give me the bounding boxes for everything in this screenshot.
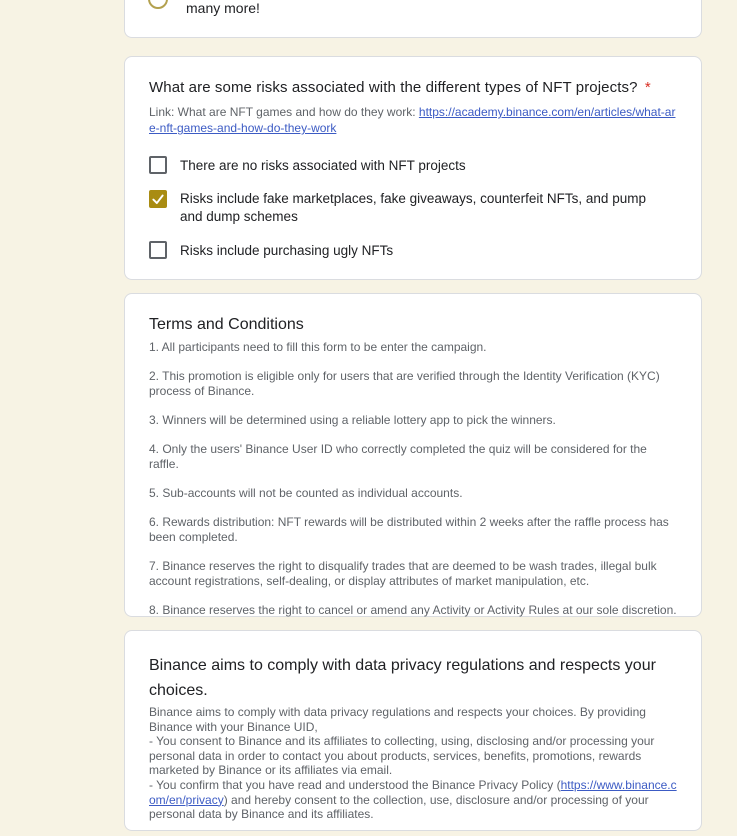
question-card <box>124 56 702 280</box>
privacy-title: Binance aims to comply with data privacy regulations and respects your choices. <box>149 657 656 699</box>
checkbox-label: Risks include purchasing ugly NFTs <box>180 242 394 258</box>
privacy-policy-link[interactable]: https://www.binance.com/en/privacy <box>149 777 677 807</box>
terms-item-1: 1. All participants need to fill this form to be enter the campaign. <box>149 340 487 354</box>
question-title <box>149 78 677 97</box>
question-title-text: What are some risks associated with the different types of NFT projects? <box>149 79 638 96</box>
checkbox-label: Risks include fake marketplaces, fake giveaways, counterfeit NFTs, and pump and dump schemes <box>180 191 646 224</box>
checkbox-icon[interactable] <box>149 241 167 259</box>
terms-item-4: 4. Only the users' Binance User ID who correctly completed the quiz will be considered for the raffle. <box>149 442 647 471</box>
terms-item-6: 6. Rewards distribution: NFT rewards will be distributed within 2 weeks after the raffle process has been completed. <box>149 515 669 544</box>
terms-item-3: 3. Winners will be determined using a reliable lottery app to pick the winners. <box>149 413 556 427</box>
terms-item-8: 8. Binance reserves the right to cancel or amend any Activity or Activity Rules at our sole discretion. <box>149 603 677 617</box>
academy-article-link[interactable]: https://academy.binance.com/en/articles/what-are-nft-games-and-how-do-they-work <box>149 105 676 135</box>
radio-option-label: many more! <box>186 0 260 16</box>
checkmark-icon <box>151 192 165 206</box>
previous-question-card <box>124 0 702 38</box>
checkbox-option-2[interactable] <box>149 190 677 227</box>
checkbox-icon[interactable] <box>149 190 167 208</box>
checkbox-icon[interactable] <box>149 156 167 174</box>
required-asterisk: * <box>644 79 651 96</box>
terms-item-7: 7. Binance reserves the right to disqualify trades that are deemed to be wash trades, illegal bulk account registrations, self-dealing, or display attributes of market manipulation, etc. <box>149 559 657 588</box>
checkbox-group <box>149 156 677 260</box>
checkbox-option-1[interactable] <box>149 156 677 175</box>
privacy-line-3-suffix: ) and hereby consent to the collection, use, disclosure and/or processing of your personal data by Binance and its affiliates. <box>149 792 649 822</box>
radio-button-icon[interactable] <box>148 0 168 9</box>
terms-title: Terms and Conditions <box>149 316 304 333</box>
privacy-line-1: Binance aims to comply with data privacy regulations and respects your choices. By providing Binance with your Binance UID, <box>149 705 646 734</box>
checkbox-label: There are no risks associated with NFT projects <box>180 157 466 173</box>
description-text: Link: What are NFT games and how do they work: <box>149 105 419 119</box>
checkbox-option-3[interactable] <box>149 241 677 260</box>
privacy-line-3 <box>149 778 677 822</box>
terms-item-2: 2. This promotion is eligible only for users that are verified through the Identity Verification (KYC) process of Binance. <box>149 369 660 398</box>
terms-item-5: 5. Sub-accounts will not be counted as individual accounts. <box>149 486 463 500</box>
privacy-line-2: - You consent to Binance and its affiliates to collecting, using, disclosing and/or processing your personal data in order to contact you about products, services, benefits, promotions, rewards marketed by Binance or its affiliates via email. <box>149 734 655 778</box>
privacy-card <box>124 630 702 831</box>
question-description <box>149 104 677 136</box>
terms-card <box>124 293 702 617</box>
privacy-line-3-prefix: - You confirm that you have read and understood the Binance Privacy Policy ( <box>149 777 561 792</box>
privacy-body <box>149 705 677 822</box>
